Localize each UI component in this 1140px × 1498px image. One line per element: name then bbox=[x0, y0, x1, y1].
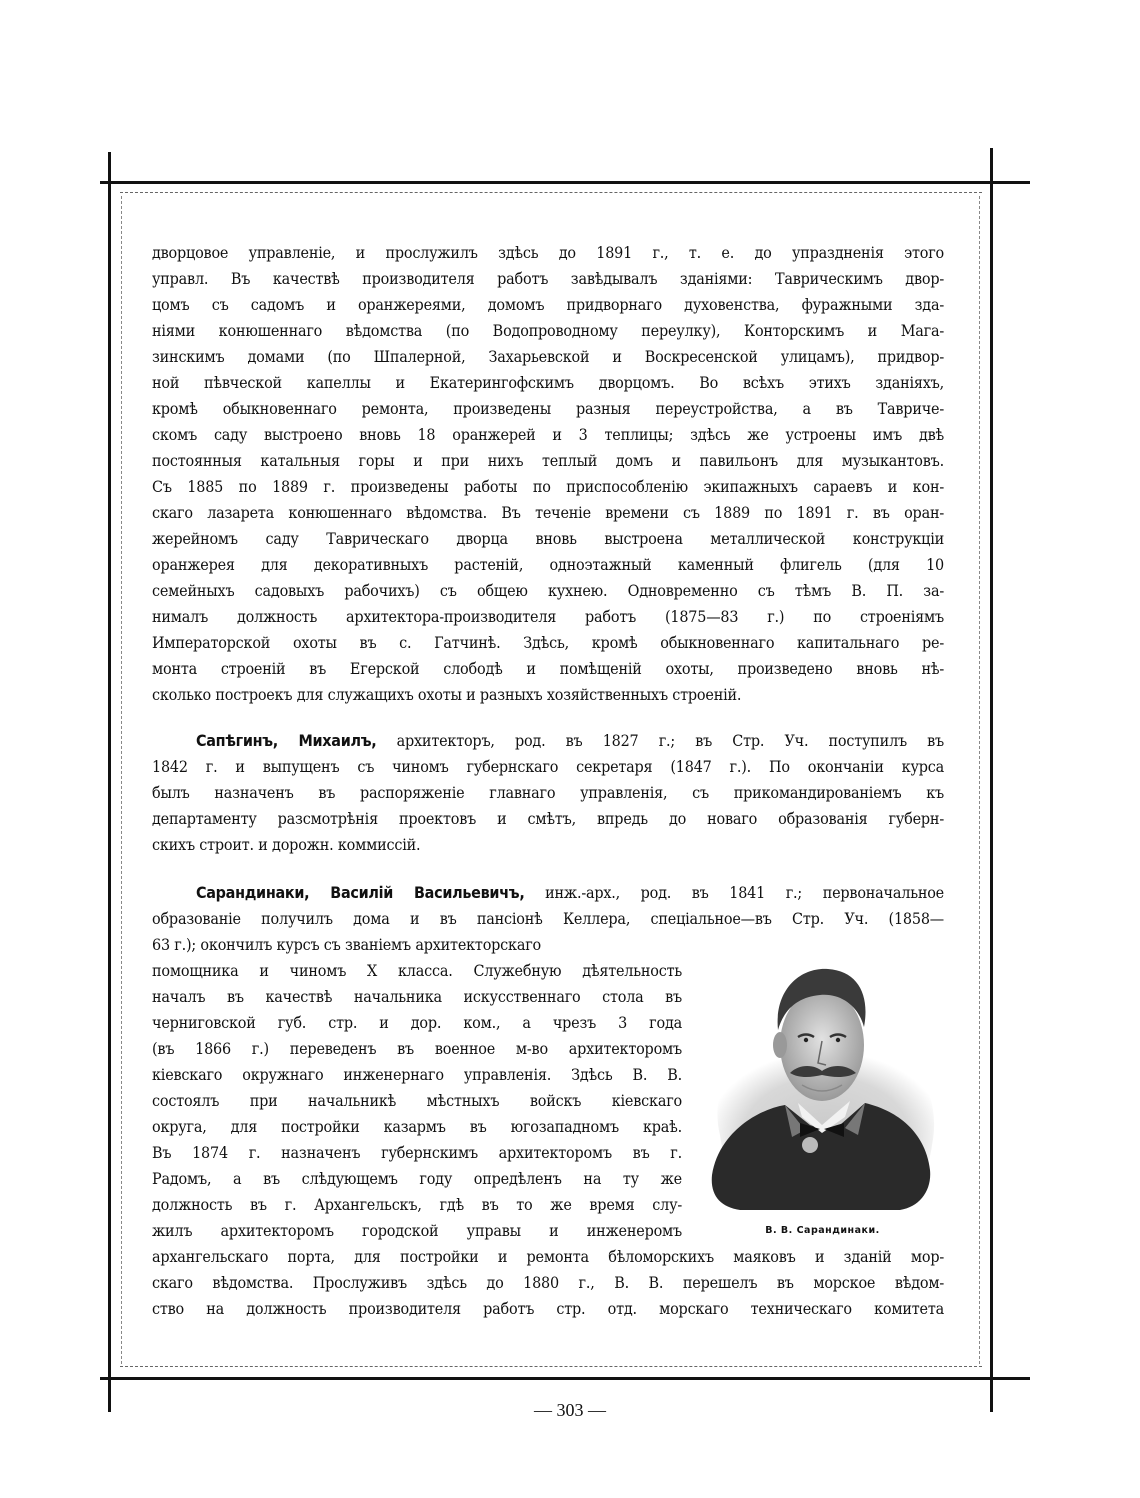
text-line: Радомъ, а въ слѣдующемъ году опредѣленъ на ту же bbox=[152, 1169, 682, 1188]
text-line: округа, для постройки казармъ въ югозападномъ краѣ. bbox=[152, 1117, 682, 1136]
text-line: цомъ съ садомъ и оранжереями, домомъ придворнаго духовенства, фуражными зда- bbox=[152, 295, 944, 314]
portrait-caption: В. В. Сарандинаки. bbox=[765, 1225, 880, 1236]
text-line: ной пѣвческой капеллы и Екатерингофскимъ дворцомъ. Во всѣхъ этихъ зданіяхъ, bbox=[152, 373, 944, 392]
entry-sarandinaki bbox=[152, 880, 944, 932]
text-line: Императорской охоты въ с. Гатчинѣ. Здѣсь, кромѣ обыкновеннаго капитальнаго ре- bbox=[152, 633, 944, 652]
text-line: должность въ г. Архангельскъ, гдѣ въ то же время слу- bbox=[152, 1195, 682, 1214]
entry-sapegin bbox=[152, 728, 944, 858]
text-line: зинскимъ домами (по Шпалерной, Захарьевской и Воскресенской улицамъ), придвор- bbox=[152, 347, 944, 366]
text-line: Въ 1874 г. назначенъ губернскимъ архитекторомъ въ г. bbox=[152, 1143, 682, 1162]
text-line: черниговской губ. стр. и дор. ком., а чрезъ 3 года bbox=[152, 1013, 682, 1032]
text-line: ніями конюшеннаго вѣдомства (по Водопроводному переулку), Конторскимъ и Мага- bbox=[152, 321, 944, 340]
text-line: жилъ архитекторомъ городской управы и инженеромъ bbox=[152, 1221, 682, 1240]
paragraph-continuation bbox=[152, 240, 944, 708]
text-line: кромѣ обыкновеннаго ремонта, произведены разныя переустройства, а въ Тавриче- bbox=[152, 399, 944, 418]
text-line: оранжерея для декоративныхъ растеній, одноэтажный каменный флигель (для 10 bbox=[152, 555, 944, 574]
page-number: — 303 — bbox=[534, 1400, 606, 1420]
inner-frame-top bbox=[120, 192, 982, 193]
text-line: былъ назначенъ въ распоряженіе главнаго управленія, съ прикомандированіемъ къ bbox=[152, 783, 944, 802]
text-line: департаменту разсмотрѣнія проектовъ и смѣтъ, впредь до новаго образованія губерн- bbox=[152, 809, 944, 828]
text-line: скаго вѣдомства. Прослуживъ здѣсь до 1880 г., В. В. перешелъ въ морское вѣдом- bbox=[152, 1273, 944, 1292]
text-line: ство на должность производителя работъ стр. отд. морскаго техническаго комитета bbox=[152, 1299, 944, 1318]
text-line: началъ въ качествѣ начальника искусственнаго стола въ bbox=[152, 987, 682, 1006]
text-line: сколько построекъ для служащихъ охоты и разныхъ хозяйственныхъ строеній. bbox=[152, 685, 742, 704]
frame-bottom-rule bbox=[100, 1377, 1030, 1380]
text-line: помощника и чиномъ X класса. Служебную дѣятельность bbox=[152, 961, 682, 980]
text-line: нималъ должность архитектора-производителя работъ (1875—83 г.) по строеніямъ bbox=[152, 607, 944, 626]
text-line: Съ 1885 по 1889 г. произведены работы по приспособленію экипажныхъ сараевъ и кон- bbox=[152, 477, 944, 496]
entry-first-line bbox=[152, 728, 944, 754]
text-line: скихъ строит. и дорожн. коммиссій. bbox=[152, 835, 421, 854]
entry-text: инж.-арх., род. въ 1841 г.; первоначальное bbox=[545, 883, 945, 902]
entry-text: архитекторъ, род. въ 1827 г.; въ Стр. Уч. поступилъ въ bbox=[396, 731, 945, 750]
text-line: кіевскаго окружнаго инженернаго управленія. Здѣсь В. В. bbox=[152, 1065, 682, 1084]
inner-frame-left bbox=[121, 196, 122, 1364]
frame-left-rule bbox=[108, 152, 111, 1412]
entry-first-line bbox=[152, 880, 944, 906]
text-line: управл. Въ качествѣ производителя работъ завѣдывалъ зданіями: Таврическимъ двор- bbox=[152, 269, 944, 288]
text-line: 63 г.); окончилъ курсъ съ званіемъ архитекторскаго bbox=[152, 935, 542, 954]
portrait-engraving-icon bbox=[700, 945, 945, 1215]
entry-sarandinaki-tail bbox=[152, 1244, 944, 1322]
text-line: архангельскаго порта, для постройки и ремонта бѣломорскихъ маяковъ и зданій мор- bbox=[152, 1247, 944, 1266]
text-line: монта строеній въ Егерской слободѣ и помѣщеній охоты, произведено вновь нѣ- bbox=[152, 659, 944, 678]
frame-right-rule bbox=[990, 148, 993, 1412]
text-line: (въ 1866 г.) переведенъ въ военное м-во архитекторомъ bbox=[152, 1039, 682, 1058]
text-line: скомъ саду выстроено вновь 18 оранжерей и 3 теплицы; здѣсь же устроены имъ двѣ bbox=[152, 425, 944, 444]
frame-top-rule bbox=[100, 181, 1030, 184]
text-line: постоянныя катальныя горы и при нихъ теплый домъ и павильонъ для музыкантовъ. bbox=[152, 451, 944, 470]
inner-frame-bottom bbox=[120, 1366, 982, 1367]
text-line: образованіе получилъ дома и въ пансіонѣ Келлера, спеціальное—въ Стр. Уч. (1858— bbox=[152, 909, 944, 928]
text-line: семейныхъ садовыхъ рабочихъ) съ общею кухнею. Одновременно съ тѣмъ В. П. за- bbox=[152, 581, 944, 600]
text-line: 1842 г. и выпущенъ съ чиномъ губернскаго секретаря (1847 г.). По окончаніи курса bbox=[152, 757, 944, 776]
text-line: состоялъ при начальникѣ мѣстныхъ войскъ кіевскаго bbox=[152, 1091, 682, 1110]
text-line: жерейномъ саду Таврическаго дворца вновь выстроена металлической конструкціи bbox=[152, 529, 944, 548]
entry-sarandinaki-narrow bbox=[152, 932, 682, 1244]
inner-frame-right bbox=[979, 196, 980, 1364]
portrait-figure bbox=[700, 945, 945, 1245]
text-line: скаго лазарета конюшеннаго вѣдомства. Въ теченіе времени съ 1889 по 1891 г. въ оран- bbox=[152, 503, 944, 522]
text-line: дворцовое управленіе, и прослужилъ здѣсь до 1891 г., т. е. до упраздненія этого bbox=[152, 243, 944, 262]
entry-name: Сарандинаки, Василій Васильевичъ, bbox=[196, 883, 525, 902]
entry-name: Сапѣгинъ, Михаилъ, bbox=[196, 731, 377, 750]
